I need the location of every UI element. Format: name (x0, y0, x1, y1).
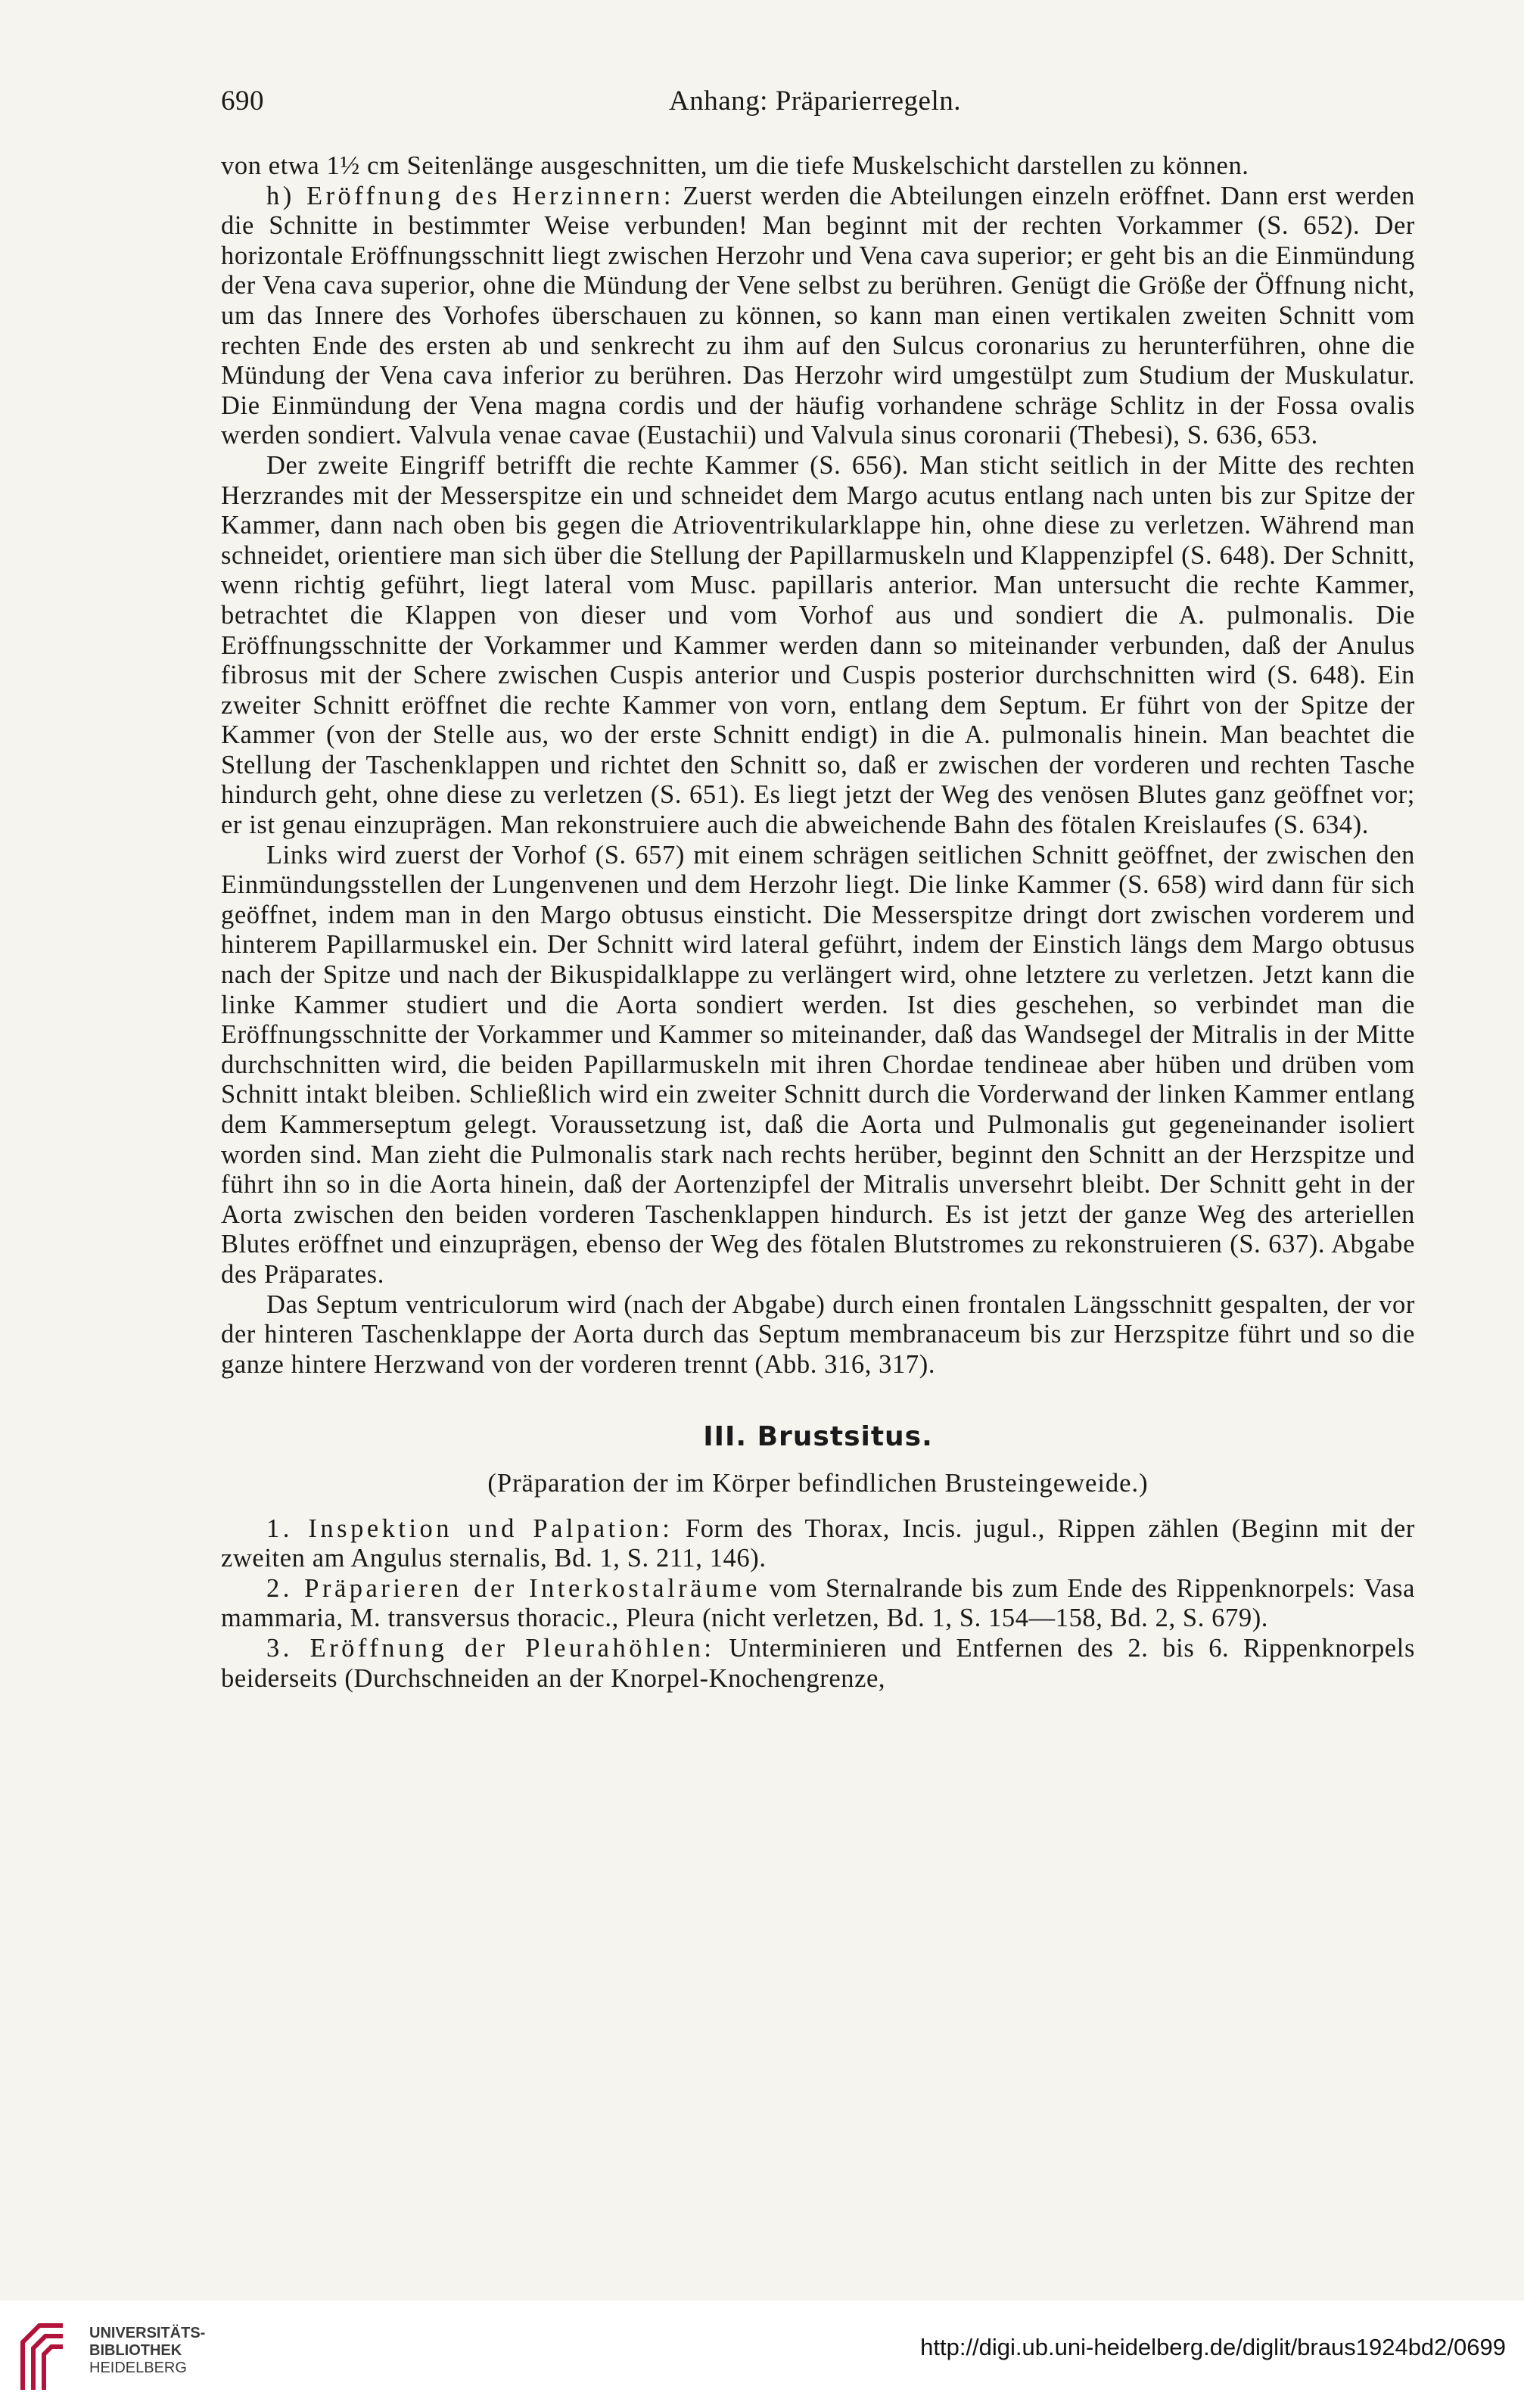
item-text: vom Sternalrande bis zum Ende des Rippenknorpels: Vasa mammaria, M. transversus thoracic., Pleura (nicht verletzen, Bd. 1, S. 154—158, Bd. 2, S. 679). (221, 1573, 1415, 1633)
list-item (221, 1514, 1415, 1574)
item-heading: 1. Inspektion und Palpation: (266, 1514, 673, 1543)
paragraph (221, 182, 1415, 451)
paragraph: Der zweite Eingriff betrifft die rechte Kammer (S. 656). Man sticht seitlich in der Mitte des rechten Herzrandes mit der Messerspitze ein und schneidet dem Margo acutus entlang nach unten bis zur Spitze der Kammer, dann nach oben bis gegen die Atrioventrikularklappe hin, ohne diese zu verletzen. Während man schneidet, orientiere man sich über die Stellung der Papillarmuskeln und Klappenzipfel (S. 648). Der Schnitt, wenn richtig geführt, liegt lateral vom Musc. papillaris anterior. Man untersucht die rechte Kammer, betrachtet die Klappen von dieser und vom Vorhof aus und sondiert die A. pulmonalis. Die Eröffnungsschnitte der Vorkammer und Kammer werden dann so miteinander verbunden, daß der Anulus fibrosus mit der Schere zwischen Cuspis anterior und Cuspis posterior durchschnitten wird (S. 648). Ein zweiter Schnitt eröffnet die rechte Kammer von vorn, entlang dem Septum. Er führt von der Spitze der Kammer (von der Stelle aus, wo der erste Schnitt endigt) in die A. pulmonalis hinein. Man beachtet die Stellung der Taschenklappen und richtet den Schnitt so, daß er zwischen der vorderen und rechten Tasche hindurch geht, ohne diese zu verletzen (S. 651). Es liegt jetzt der Weg des venösen Blutes ganz geöffnet vor; er ist genau einzuprägen. Man rekonstruiere auch die abweichende Bahn des fötalen Kreislaufes (S. 634). (221, 450, 1415, 840)
section-subtitle: (Präparation der im Körper befindlichen Brusteingeweide.) (487, 1468, 1149, 1498)
section-title: III. Brustsitus. (703, 1421, 933, 1453)
library-line: HEIDELBERG (89, 2360, 187, 2376)
item-heading: 3. Eröffnung der Pleurahöhlen: (266, 1633, 715, 1663)
page-body (221, 151, 1415, 1694)
paragraph: von etwa 1½ cm Seitenlänge ausgeschnitten, um die tiefe Muskelschicht darstellen zu können. (221, 151, 1249, 180)
paragraph-heading: h) Eröffnung des Herzinnern: (266, 181, 674, 210)
library-line: UNIVERSITÄTS- (89, 2325, 206, 2341)
list-item (221, 1634, 1415, 1694)
source-url-link[interactable]: http://digi.ub.uni-heidelberg.de/diglit/braus1924bd2/0699 (920, 2334, 1506, 2360)
library-logo-icon (17, 2312, 70, 2391)
list-item (221, 1574, 1415, 1634)
paragraph: Links wird zuerst der Vorhof (S. 657) mit einem schrägen seitlichen Schnitt geöffnet, der zwischen den Einmündungsstellen der Lungenvenen und dem Herzohr liegt. Die linke Kammer (S. 658) wird dann für sich geöffnet, indem man in den Margo obtusus einsticht. Die Messerspitze dringt dort zwischen vorderem und hinterem Papillarmuskel ein. Der Schnitt wird lateral geführt, indem der Einstich längs dem Margo obtusus nach der Spitze und nach der Bikuspidalklappe zu verlängert wird, ohne letztere zu verletzen. Jetzt kann die linke Kammer studiert und die Aorta sondiert werden. Ist dies geschehen, so verbindet man die Eröffnungsschnitte der Vorkammer und Kammer so miteinander, daß das Wandsegel der Mitralis in der Mitte durchschnitten wird, die beiden Papillarmuskeln mit ihren Chordae tendineae aber hüben und drüben vom Schnitt intakt bleiben. Schließlich wird ein zweiter Schnitt durch die Vorderwand der linken Kammer entlang dem Kammerseptum gelegt. Voraussetzung ist, daß die Aorta und Pulmonalis gut gegeneinander isoliert worden sind. Man zieht die Pulmonalis stark nach rechts herüber, beginnt den Schnitt an der Herzspitze und führt ihn so in die Aorta hinein, daß der Aortenzipfel der Mitralis unversehrt bleibt. Der Schnitt geht in der Aorta zwischen den beiden vorderen Taschenklappen hindurch. Es ist jetzt der ganze Weg des arteriellen Blutes eröffnet und einzuprägen, ebenso der Weg des fötalen Blutstromes zu rekonstruieren (S. 637). Abgabe des Präparates. (221, 840, 1415, 1289)
library-name (89, 2325, 205, 2377)
page-number: 690 (221, 86, 264, 117)
library-line: BIBLIOTHEK (89, 2342, 182, 2359)
paragraph: Das Septum ventriculorum wird (nach der Abgabe) durch einen frontalen Längsschnitt gespalten, der vor der hinteren Taschenklappe der Aorta durch das Septum membranaceum bis zur Herzspitze führt und so die ganze hintere Herzwand von der vorderen trennt (Abb. 316, 317). (221, 1290, 1415, 1379)
item-heading: 2. Präparieren der Interkostalräume (266, 1573, 760, 1603)
paragraph-text: Zuerst werden die Abteilungen einzeln eröffnet. Dann erst werden die Schnitte in bestimmter Weise verbunden! Man beginnt mit der rechten Vorkammer (S. 652). Der horizontale Eröffnungsschnitt liegt zwischen Herzohr und Vena cava superior; er geht bis an die Einmündung der Vena cava superior, ohne die Mündung der Vene selbst zu berühren. Genügt die Größe der Öffnung nicht, um das Innere des Vorhofes überschauen zu können, so kann man einen vertikalen zweiten Schnitt vom rechten Ende des ersten ab und senkrecht zu ihm auf den Sulcus coronarius zu herunterführen, ohne die Mündung der Vena cava inferior zu berühren. Das Herzohr wird umgestülpt zum Studium der Muskulatur. Die Einmündung der Vena magna cordis und der häufig vorhandene schräge Schlitz in der Fossa ovalis werden sondiert. Valvula venae cavae (Eustachii) und Valvula sinus coronarii (Thebesi), S. 636, 653. (221, 181, 1415, 450)
running-title: Anhang: Präparierregeln. (669, 86, 961, 117)
item-text: Unterminieren und Entfernen des 2. bis 6. Rippenknorpels beiderseits (Durchschneiden an der Knorpel-Knochengrenze, (221, 1633, 1416, 1693)
page-header (221, 85, 1409, 127)
item-text: Form des Thorax, Incis. jugul., Rippen zählen (Beginn mit der zweiten am Angulus sternalis, Bd. 1, S. 211, 146). (221, 1514, 1415, 1573)
